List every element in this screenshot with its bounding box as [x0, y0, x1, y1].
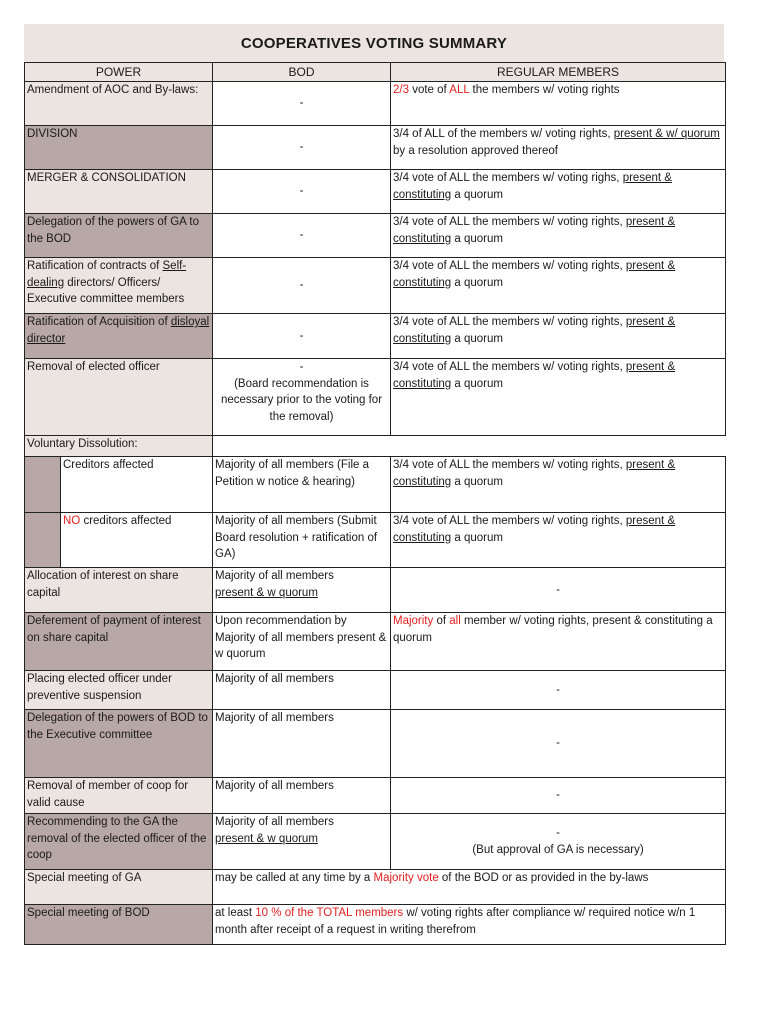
power-cell: Ratification of Acquisition of disloyal director — [25, 314, 213, 359]
table-row — [25, 905, 726, 945]
table-row — [25, 457, 726, 513]
header-row — [25, 63, 726, 82]
bod-cell: Majority of all members — [213, 778, 391, 814]
power-cell: Removal of elected officer — [25, 359, 213, 436]
table-row — [25, 870, 726, 905]
bod-cell: - — [213, 214, 391, 258]
power-cell: NO creditors affected — [61, 513, 213, 568]
power-cell: MERGER & CONSOLIDATION — [25, 170, 213, 214]
table-row — [25, 214, 726, 258]
bod-cell: Majority of all members — [213, 671, 391, 710]
bod-cell: - — [213, 82, 391, 126]
power-cell: Delegation of the powers of GA to the BOD — [25, 214, 213, 258]
power-cell: Delegation of the powers of BOD to the Executive committee — [25, 710, 213, 778]
table-row — [25, 513, 726, 568]
header-power: POWER — [25, 63, 213, 82]
voting-summary-table — [24, 62, 726, 945]
power-cell: DIVISION — [25, 126, 213, 170]
regular-cell: - — [391, 778, 726, 814]
power-cell: Voluntary Dissolution: — [25, 436, 213, 457]
regular-cell: 3/4 of ALL of the members w/ voting rights, present & w/ quorum by a resolution approved thereof — [391, 126, 726, 170]
power-cell: Deferement of payment of interest on share capital — [25, 613, 213, 671]
span-cell: at least 10 % of the TOTAL members w/ voting rights after compliance w/ required notice w/n 1 month after receipt of a request in writing therefrom — [213, 905, 726, 945]
table-row — [25, 359, 726, 436]
power-cell: Allocation of interest on share capital — [25, 568, 213, 613]
power-cell: Removal of member of coop for valid cause — [25, 778, 213, 814]
power-cell: Placing elected officer under preventive suspension — [25, 671, 213, 710]
table-row — [25, 314, 726, 359]
table-row — [25, 613, 726, 671]
power-cell: Creditors affected — [61, 457, 213, 513]
bod-cell: Majority of all members (Submit Board resolution + ratification of GA) — [213, 513, 391, 568]
table-row — [25, 436, 726, 457]
table-row — [25, 258, 726, 314]
regular-cell: 3/4 vote of ALL the members w/ voting rights, present & constituting a quorum — [391, 513, 726, 568]
regular-cell: 3/4 vote of ALL the members w/ voting rights, present & constituting a quorum — [391, 214, 726, 258]
bod-cell: - — [213, 258, 391, 314]
regular-cell: 2/3 vote of ALL the members w/ voting rights — [391, 82, 726, 126]
table-row — [25, 126, 726, 170]
power-cell: Special meeting of GA — [25, 870, 213, 905]
span-cell: may be called at any time by a Majority vote of the BOD or as provided in the by-laws — [213, 870, 726, 905]
header-bod: BOD — [213, 63, 391, 82]
bod-cell: - (Board recommendation is necessary prior to the voting for the removal) — [213, 359, 391, 436]
empty-cell — [213, 436, 726, 457]
table-row — [25, 170, 726, 214]
regular-cell: - — [391, 568, 726, 613]
bod-cell: - — [213, 126, 391, 170]
regular-cell: Majority of all member w/ voting rights, present & constituting a quorum — [391, 613, 726, 671]
power-cell: Recommending to the GA the removal of the elected officer of the coop — [25, 814, 213, 870]
power-cell: Ratification of contracts of Self-dealing directors/ Officers/ Executive committee members — [25, 258, 213, 314]
header-regular-members: REGULAR MEMBERS — [391, 63, 726, 82]
table-row — [25, 568, 726, 613]
bod-cell: Majority of all members present & w quorum — [213, 568, 391, 613]
table-row — [25, 710, 726, 778]
table-row — [25, 82, 726, 126]
regular-cell: - — [391, 671, 726, 710]
bod-cell: - — [213, 170, 391, 214]
title-bar — [24, 24, 724, 62]
regular-cell: 3/4 vote of ALL the members w/ voting righs, present & constituting a quorum — [391, 170, 726, 214]
table-row — [25, 671, 726, 710]
bod-cell: Majority of all members present & w quorum — [213, 814, 391, 870]
page-title: COOPERATIVES VOTING SUMMARY — [240, 34, 508, 52]
bod-cell: Upon recommendation by Majority of all members present & w quorum — [213, 613, 391, 671]
power-cell: Amendment of AOC and By-laws: — [25, 82, 213, 126]
indent-cell — [25, 457, 61, 513]
regular-cell: 3/4 vote of ALL the members w/ voting rights, present & constituting a quorum — [391, 314, 726, 359]
regular-cell: - — [391, 710, 726, 778]
power-cell: Special meeting of BOD — [25, 905, 213, 945]
bod-cell: Majority of all members — [213, 710, 391, 778]
regular-cell: 3/4 vote of ALL the members w/ voting rights, present & constituting a quorum — [391, 258, 726, 314]
regular-cell: 3/4 vote of ALL the members w/ voting rights, present & constituting a quorum — [391, 457, 726, 513]
bod-cell: - — [213, 314, 391, 359]
table-row — [25, 778, 726, 814]
bod-cell: Majority of all members (File a Petition w notice & hearing) — [213, 457, 391, 513]
regular-cell: - (But approval of GA is necessary) — [391, 814, 726, 870]
regular-cell: 3/4 vote of ALL the members w/ voting rights, present & constituting a quorum — [391, 359, 726, 436]
indent-cell — [25, 513, 61, 568]
table-row — [25, 814, 726, 870]
